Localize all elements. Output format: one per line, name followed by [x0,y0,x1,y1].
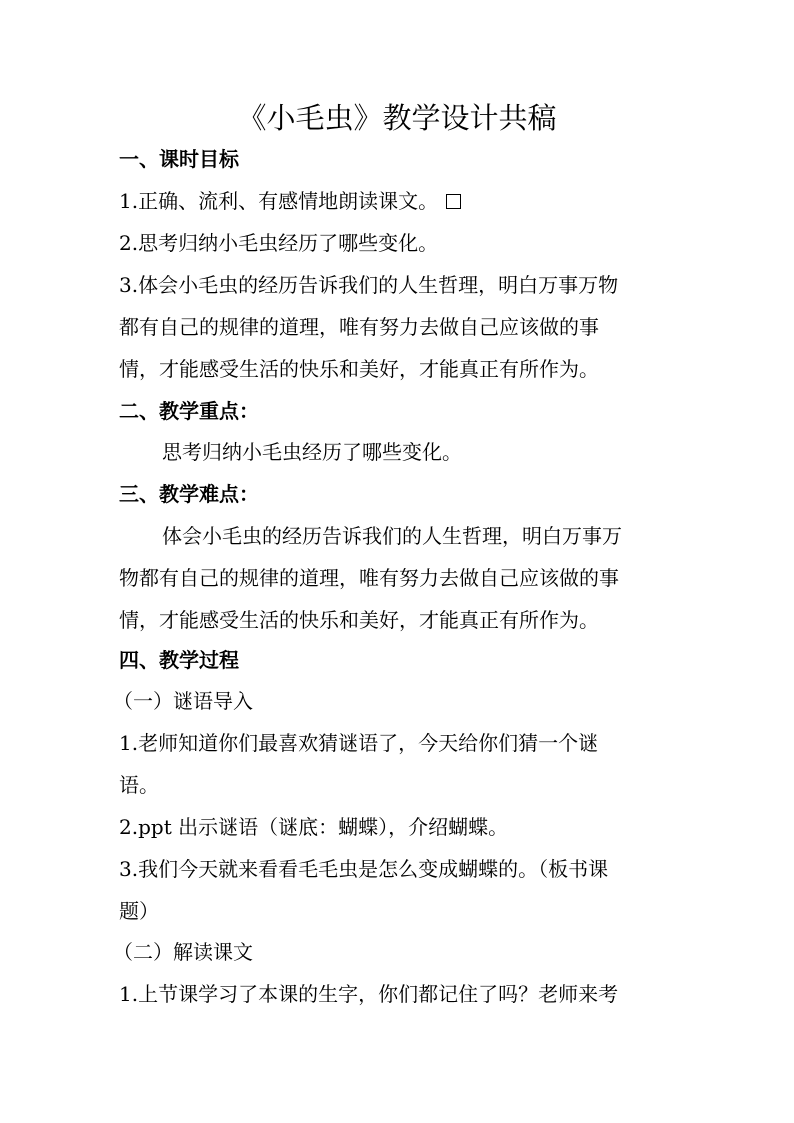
document-title: 《小毛虫》教学设计共稿 [237,101,557,135]
objective-item-1-text: 1.正确、流利、有感情地朗读课文。 [119,189,439,213]
section-heading-process: 四、教学过程 [119,648,239,672]
objective-item-2: 2.思考归纳小毛虫经历了哪些变化。 [119,231,439,255]
section-heading-difficulties: 三、教学难点： [119,482,259,506]
section-heading-objectives: 一、课时目标 [119,147,239,171]
process-part-1-item-1-line-2: 语。 [119,773,159,797]
key-points-text: 思考归纳小毛虫经历了哪些变化。 [162,440,462,464]
process-part-1-item-1-line-1: 1.老师知道你们最喜欢猜谜语了，今天给你们猜一个谜 [119,731,599,755]
section-heading-key-points: 二、教学重点： [119,399,259,423]
process-part-1-item-3-line-1: 3.我们今天就来看看毛毛虫是怎么变成蝴蝶的。（板书课 [119,857,609,881]
process-part-2-item-1-line-1: 1.上节课学习了本课的生字，你们都记住了吗？老师来考 [119,982,619,1006]
process-part-2-heading: （二）解读课文 [113,940,253,964]
process-part-1-item-2: 2.ppt 出示谜语（谜底：蝴蝶），介绍蝴蝶。 [119,815,509,839]
difficulties-line-1: 体会小毛虫的经历告诉我们的人生哲理，明白万事万 [162,524,622,548]
objective-item-3-line-2: 都有自己的规律的道理，唯有努力去做自己应该做的事 [119,315,599,339]
difficulties-line-2: 物都有自己的规律的道理，唯有努力去做自己应该做的事 [119,566,619,590]
process-part-1-item-3-line-2: 题） [119,899,159,923]
objective-item-1 [119,186,461,216]
checkbox-icon [446,194,461,209]
process-part-1-heading: （一）谜语导入 [113,689,253,713]
objective-item-3-line-1: 3.体会小毛虫的经历告诉我们的人生哲理，明白万事万物 [119,273,619,297]
difficulties-line-3: 情，才能感受生活的快乐和美好，才能真正有所作为。 [119,608,599,632]
objective-item-3-line-3: 情，才能感受生活的快乐和美好，才能真正有所作为。 [119,357,599,381]
